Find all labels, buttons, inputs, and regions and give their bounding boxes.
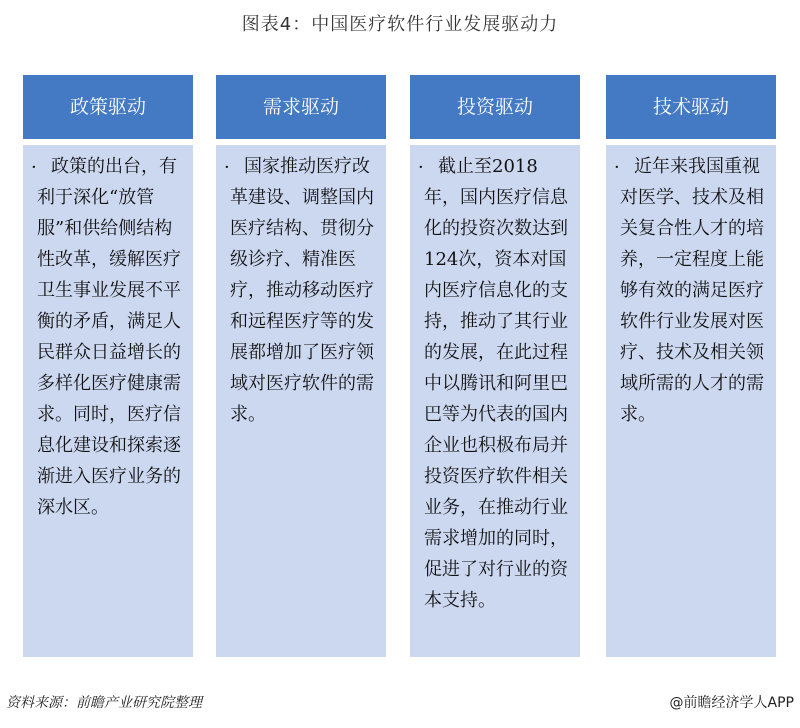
diagram-title: 图表4：中国医疗软件行业发展驱动力: [241, 14, 559, 35]
column-text: 国家推动医疗改革建设、调整国内医疗结构、贯彻分级诊疗、精准医疗，推动移动医疗和远程医疗等的发展都增加了医疗领域对医疗软件的需求。: [230, 156, 374, 425]
column-demand: [216, 75, 386, 657]
source-note: 资料来源：前瞻产业研究院整理: [6, 695, 202, 711]
column-text: 截止至2018年，国内医疗信息化的投资次数达到124次，资本对国内医疗信息化的支持，推动了其行业的发展，在此过程中以腾讯和阿里巴巴等为代表的国内企业也积极布局并投资医疗软件相关业务，在推动行业需求增加的同时，促进了对行业的资本支持。: [424, 156, 568, 611]
column-body: [606, 145, 776, 657]
column-heading: 投资驱动: [410, 75, 580, 139]
brand-credit: @前瞻经济学人APP: [669, 695, 794, 711]
column-heading: 技术驱动: [606, 75, 776, 139]
column-technology: [606, 75, 776, 657]
bullet-marker: ·: [418, 157, 424, 178]
column-body: [410, 145, 580, 657]
column-investment: [410, 75, 580, 657]
bullet-marker: ·: [224, 157, 230, 178]
column-body: [23, 145, 193, 657]
column-heading: 政策驱动: [23, 75, 193, 139]
column-text: 近年来我国重视对医学、技术及相关复合性人才的培养，一定程度上能够有效的满足医疗软件行业发展对医疗、技术及相关领域所需的人才的需求。: [620, 156, 764, 425]
bullet-marker: ·: [31, 157, 37, 178]
column-heading: 需求驱动: [216, 75, 386, 139]
column-policy: [23, 75, 193, 657]
column-text: 政策的出台，有利于深化“放管服”和供给侧结构性改革，缓解医疗卫生事业发展不平衡的矛盾，满足人民群众日益增长的多样化医疗健康需求。同时，医疗信息化建设和探索逐渐进入医疗业务的深水区。: [37, 156, 181, 518]
bullet-marker: ·: [614, 157, 620, 178]
column-body: [216, 145, 386, 657]
